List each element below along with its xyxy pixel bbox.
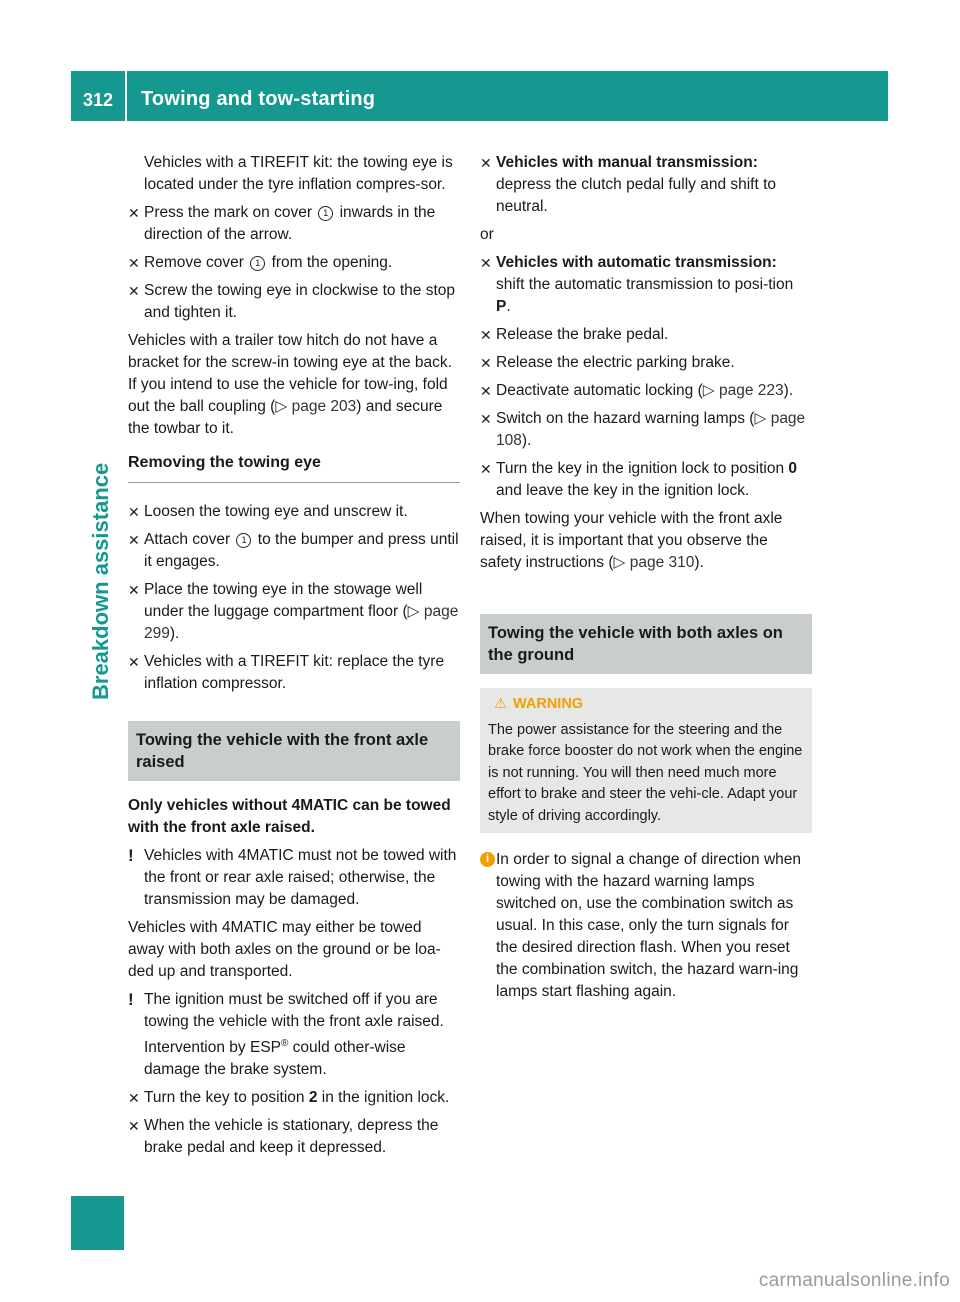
chapter-title: Towing and tow-starting [141, 88, 376, 110]
step-arrow-icon: ✕ [128, 283, 140, 299]
step-release-parking-brake: ✕ Release the electric parking brake. [480, 352, 812, 374]
caution-note-ignition: ! The ignition must be switched off if you are towing the vehicle with the front axle raised. Intervention by ESP® could other-wise damage the brake system. [128, 990, 444, 1079]
warning-triangle-icon: ⚠ [494, 696, 507, 712]
step-arrow-icon: ✕ [480, 155, 492, 171]
4matic-paragraph: Vehicles with 4MATIC may either be towed away with both axles on the ground or be loa-ded up and transported. [128, 919, 441, 980]
exclamation-icon: ! [128, 846, 134, 865]
sidebar-section-label: Breakdown assistance [88, 462, 113, 700]
callout-1-icon: 1 [236, 533, 251, 548]
step-arrow-icon: ✕ [480, 411, 492, 427]
step-arrow-icon: ✕ [128, 654, 140, 670]
exclamation-icon: ! [128, 990, 134, 1009]
callout-1-icon: 1 [250, 256, 265, 271]
step-hazard-lamps: ✕ Switch on the hazard warning lamps (▷ page 108). [480, 410, 806, 449]
step-manual-transmission: ✕ Vehicles with manual transmission: depress the clutch pedal fully and shift to neutral. [480, 154, 777, 215]
header-divider [125, 71, 127, 121]
section-heading-front-axle: Towing the vehicle with the front axle raised [128, 721, 460, 781]
right-column [480, 152, 812, 1003]
step-arrow-icon: ✕ [480, 327, 492, 343]
warning-text: The power assistance for the steering and the brake force booster do not work when the engine is not running. You will then need much more effort to brake and steer the vehi-cle. Adapt your style of driving accordingly. [488, 721, 803, 824]
page-ref-link[interactable]: ▷ page 203 [275, 398, 357, 415]
sidebar-tab-block [71, 1196, 124, 1250]
step-arrow-icon: ✕ [480, 461, 492, 477]
info-icon: i [480, 852, 495, 867]
page-ref-link[interactable]: ▷ page 299 [144, 603, 459, 642]
page-ref-link[interactable]: ▷ page 310 [613, 554, 695, 571]
step-turn-key-0: ✕ Turn the key in the ignition lock to position 0 and leave the key in the ignition lock. [480, 460, 797, 499]
page-number: 312 [83, 90, 114, 110]
step-deactivate-locking: ✕ Deactivate automatic locking (▷ page 223). [480, 380, 812, 402]
step-arrow-icon: ✕ [128, 1118, 140, 1135]
step-arrow-icon: ✕ [128, 205, 140, 221]
intro-text: Vehicles with a TIREFIT kit: the towing eye is located under the tyre inflation compres-sor. [144, 154, 453, 193]
warning-box [480, 688, 812, 833]
step-attach-cover: ✕ Attach cover 1 to the bumper and press until it engages. [128, 531, 459, 570]
bold-condition-paragraph: Only vehicles without 4MATIC can be towed with the front axle raised. [128, 797, 451, 836]
step-release-brake-pedal: ✕ Release the brake pedal. [480, 324, 812, 346]
or-separator: or [480, 226, 494, 243]
step-remove-cover: ✕ Remove cover 1 from the opening. [128, 252, 460, 274]
page-ref-link[interactable]: ▷ page 223 [702, 382, 784, 399]
step-arrow-icon: ✕ [128, 255, 140, 271]
safety-paragraph: When towing your vehicle with the front axle raised, it is important that you observe the safety instructions (▷ page 310). [480, 510, 783, 571]
subheading-removing-towing-eye: Removing the towing eye [128, 452, 460, 483]
step-loosen-eye: ✕ Loosen the towing eye and unscrew it. [128, 501, 460, 523]
step-depress-brake: ✕ When the vehicle is stationary, depress the brake pedal and keep it depressed. [128, 1117, 439, 1157]
step-arrow-icon: ✕ [128, 582, 140, 598]
info-note: i In order to signal a change of direction when towing with the hazard warning lamps switched on, use the combination switch as usual. In this case, only the turn signals for the desired direction flash. When you reset the combination switch, the hazard warn-ing lamps start flashing again. [480, 849, 812, 1003]
section-heading-both-axles: Towing the vehicle with both axles on the ground [480, 614, 812, 674]
step-place-eye: ✕ Place the towing eye in the stowage well under the luggage compartment floor (▷ page 299). [128, 581, 459, 642]
trailer-hitch-paragraph: Vehicles with a trailer tow hitch do not have a bracket for the screw-in towing eye at the back. If you intend to use the vehicle for tow-ing, fold out the ball coupling (▷ page 203) and secure the towbar to it. [128, 332, 452, 437]
step-automatic-transmission: ✕ Vehicles with automatic transmission: shift the automatic transmission to posi-tion P. [480, 254, 794, 315]
step-press-cover: ✕ Press the mark on cover 1 inwards in the direction of the arrow. [128, 204, 436, 243]
step-arrow-icon: ✕ [480, 255, 492, 271]
left-column [128, 152, 460, 1165]
step-arrow-icon: ✕ [128, 532, 140, 548]
step-arrow-icon: ✕ [480, 383, 492, 399]
page-ref-link[interactable]: ▷ page 108 [496, 410, 806, 449]
callout-1-icon: 1 [318, 206, 333, 221]
page-header [71, 71, 888, 121]
caution-note-4matic: ! Vehicles with 4MATIC must not be towed with the front or rear axle raised; otherwise, the transmission may be damaged. [128, 846, 457, 908]
step-arrow-icon: ✕ [480, 355, 492, 371]
step-screw-eye: ✕ Screw the towing eye in clockwise to the stop and tighten it. [128, 282, 456, 321]
step-replace-compressor: ✕ Vehicles with a TIREFIT kit: replace the tyre inflation compressor. [128, 653, 445, 692]
step-arrow-icon: ✕ [128, 504, 140, 520]
step-arrow-icon: ✕ [128, 1090, 140, 1107]
warning-title: ⚠ WARNING [488, 694, 804, 716]
step-turn-key-2: ✕ Turn the key to position 2 in the ignition lock. [128, 1087, 460, 1109]
watermark-text: carmanualsonline.info [758, 1270, 950, 1291]
